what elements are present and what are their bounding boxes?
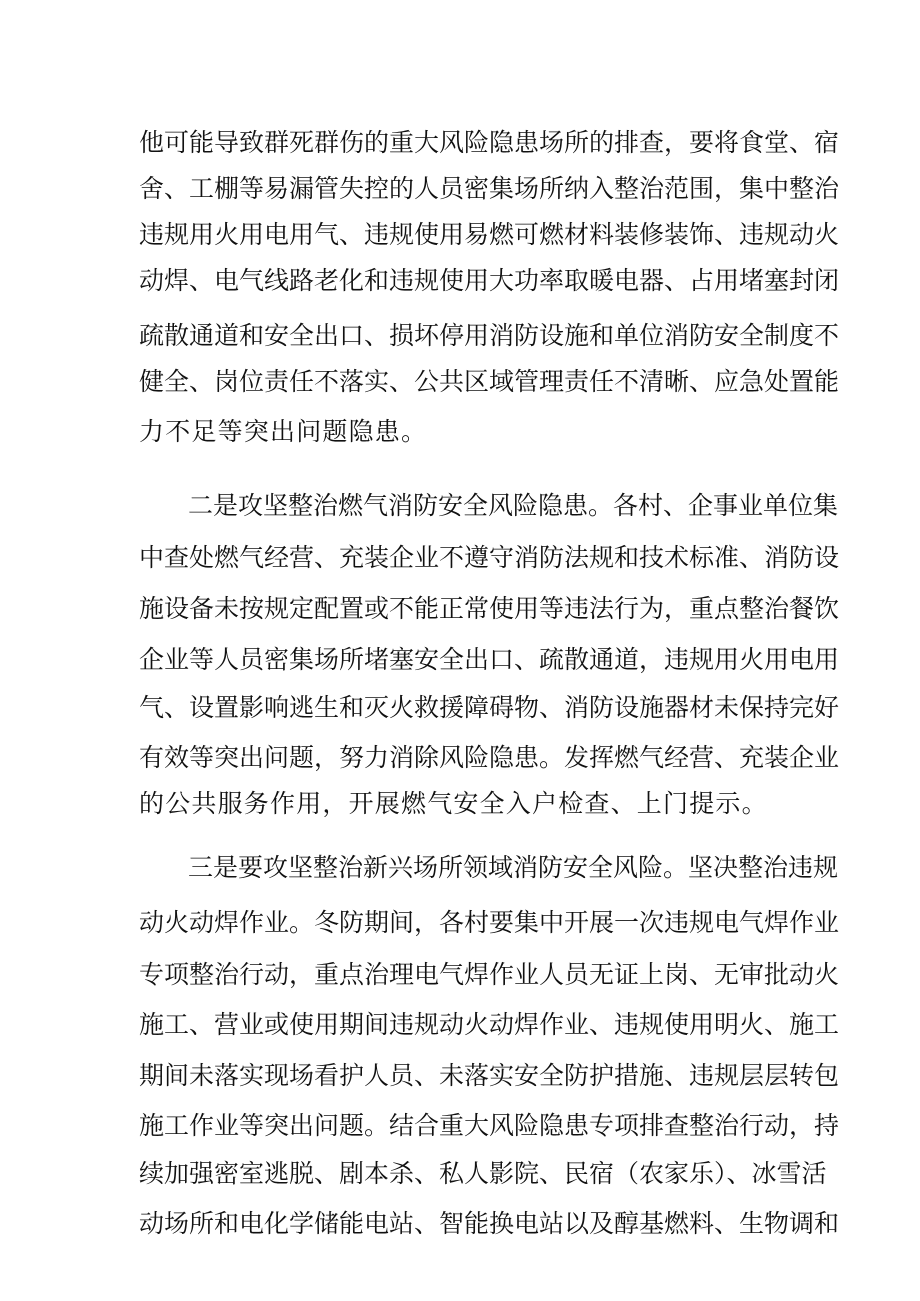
text-line: 企业等人员密集场所堵塞安全出口、疏散通道，违规用火用电用	[139, 645, 840, 674]
text-line: 动焊、电气线路老化和违规使用大功率取暖电器、占用堵塞封闭	[139, 266, 840, 295]
text-line: 中查处燃气经营、充装企业不遵守消防法规和技术标准、消防设	[139, 543, 840, 572]
text-line: 有效等突出问题，努力消除风险隐患。发挥燃气经营、充装企业	[139, 743, 840, 772]
text-line: 舍、工棚等易漏管失控的人员密集场所纳入整治范围，集中整治	[139, 174, 840, 203]
text-line: 二是攻坚整治燃气消防安全风险隐患。各村、企事业单位集	[188, 491, 839, 520]
text-line: 他可能导致群死群伤的重大风险隐患场所的排查，要将食堂、宿	[139, 128, 840, 157]
text-line: 施设备未按规定配置或不能正常使用等违法行为，重点整治餐饮	[139, 594, 840, 623]
text-line: 健全、岗位责任不落实、公共区域管理责任不清晰、应急处置能	[139, 367, 840, 396]
text-line: 施工、营业或使用期间违规动火动焊作业、违规使用明火、施工	[139, 1010, 840, 1039]
text-line: 力不足等突出问题隐患。	[139, 417, 428, 446]
text-line: 气、设置影响逃生和灭火救援障碍物、消防设施器材未保持完好	[139, 693, 840, 722]
text-line: 动场所和电化学储能电站、智能换电站以及醇基燃料、生物调和	[139, 1209, 840, 1238]
text-line: 续加强密室逃脱、剧本杀、私人影院、民宿（农家乐）、冰雪活	[139, 1159, 827, 1188]
text-line: 疏散通道和安全出口、损坏停用消防设施和单位消防安全制度不	[139, 321, 840, 350]
text-line: 期间未落实现场看护人员、未落实安全防护措施、违规层层转包	[139, 1061, 840, 1090]
text-line: 专项整治行动，重点治理电气焊作业人员无证上岗、无审批动火	[139, 960, 840, 989]
text-line: 动火动焊作业。冬防期间，各村要集中开展一次违规电气焊作业	[139, 908, 840, 937]
text-line: 三是要攻坚整治新兴场所领域消防安全风险。坚决整治违规	[188, 853, 839, 882]
text-line: 违规用火用电用气、违规使用易燃可燃材料装修装饰、违规动火	[139, 220, 840, 249]
text-line: 施工作业等突出问题。结合重大风险隐患专项排查整治行动，持	[139, 1111, 840, 1140]
text-line: 的公共服务作用，开展燃气安全入户检查、上门提示。	[139, 789, 768, 818]
